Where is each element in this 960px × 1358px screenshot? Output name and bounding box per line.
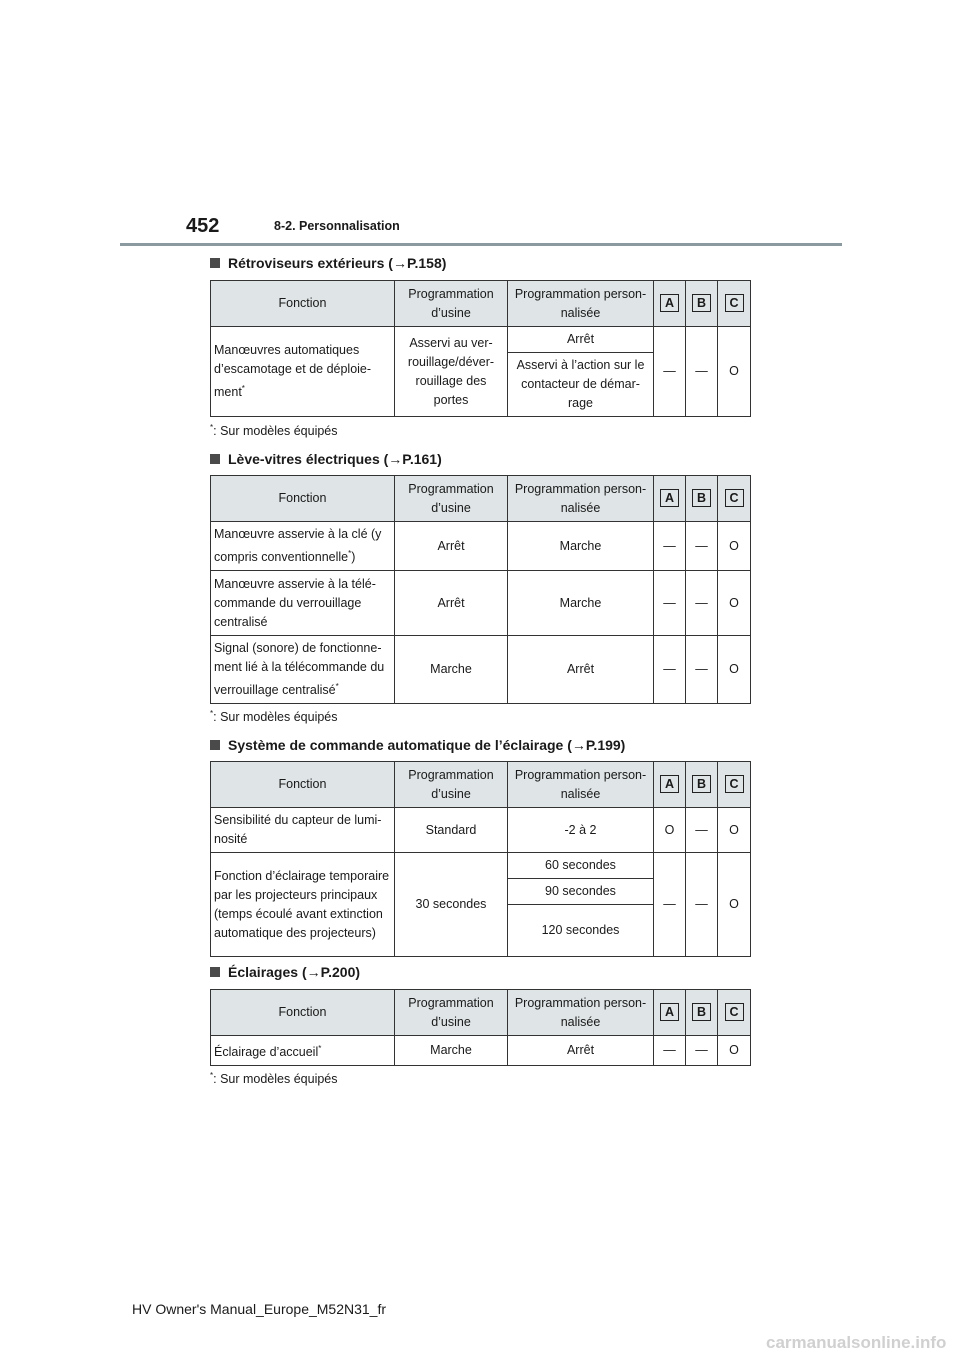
- function-cell: Manœuvres automatiques d’escamotage et de déploiement*: [211, 327, 395, 417]
- square-bullet-icon: [210, 258, 220, 268]
- custom-cell: Asservi à l’action sur le contacteur de démarrage: [508, 353, 654, 417]
- custom-cell: Arrêt: [508, 636, 654, 704]
- header-a: A: [660, 1003, 679, 1021]
- c-cell: O: [718, 1036, 751, 1066]
- factory-cell: Arrêt: [395, 571, 508, 636]
- table-row: [211, 571, 751, 636]
- factory-cell: Standard: [395, 808, 508, 853]
- function-cell: Signal (sonore) de fonctionnement lié à la télécommande du verrouillage centralisé*: [211, 636, 395, 704]
- table-row: [211, 327, 751, 353]
- watermark: carmanualsonline.info: [766, 1333, 947, 1352]
- table-row: [211, 522, 751, 571]
- b-cell: —: [686, 1036, 718, 1066]
- b-cell: —: [686, 853, 718, 957]
- windows-table: [210, 475, 751, 704]
- header-c: C: [725, 294, 744, 312]
- header-b: B: [692, 294, 711, 312]
- custom-cell: 90 secondes: [508, 879, 654, 905]
- table-header: [211, 990, 751, 1036]
- custom-cell: Arrêt: [508, 1036, 654, 1066]
- factory-cell: Marche: [395, 636, 508, 704]
- square-bullet-icon: [210, 740, 220, 750]
- header-c: C: [725, 489, 744, 507]
- table-row: [211, 853, 751, 879]
- b-cell: —: [686, 808, 718, 853]
- b-cell: —: [686, 571, 718, 636]
- c-cell: O: [718, 571, 751, 636]
- function-cell: Éclairage d’accueil*: [211, 1036, 395, 1066]
- header-custom: Programmation personnalisée: [508, 281, 654, 327]
- footnote: *: Sur modèles équipés: [210, 423, 338, 439]
- table-header: [211, 476, 751, 522]
- header-custom: Programmation personnalisée: [508, 990, 654, 1036]
- custom-cell: Marche: [508, 571, 654, 636]
- custom-cell: 60 secondes: [508, 853, 654, 879]
- header-a: A: [660, 775, 679, 793]
- custom-cell: Arrêt: [508, 327, 654, 353]
- section-title-lights: Éclairages (→P.200): [210, 964, 360, 980]
- function-cell: Fonction d’éclairage temporaire par les projecteurs principaux (temps écoulé avant extinction automatique des projecteurs): [211, 853, 395, 957]
- footnote: *: Sur modèles équipés: [210, 1071, 338, 1087]
- a-cell: —: [654, 636, 686, 704]
- factory-cell: 30 secondes: [395, 853, 508, 957]
- table-row: [211, 636, 751, 704]
- header-function: Fonction: [211, 990, 395, 1036]
- b-cell: —: [686, 522, 718, 571]
- header-a: A: [660, 294, 679, 312]
- b-cell: —: [686, 636, 718, 704]
- square-bullet-icon: [210, 454, 220, 464]
- a-cell: —: [654, 1036, 686, 1066]
- section-title-lighting-control: Système de commande automatique de l’éclairage (→P.199): [210, 737, 625, 753]
- header-b: B: [692, 775, 711, 793]
- factory-cell: Marche: [395, 1036, 508, 1066]
- function-cell: Manœuvre asservie à la télécommande du verrouillage centralisé: [211, 571, 395, 636]
- table-row: [211, 1036, 751, 1066]
- section-title-mirrors: Rétroviseurs extérieurs (→P.158): [210, 255, 446, 271]
- square-bullet-icon: [210, 967, 220, 977]
- page-number: 452: [186, 215, 220, 237]
- table-header: [211, 762, 751, 808]
- mirrors-table: [210, 280, 751, 417]
- header-custom: Programmation personnalisée: [508, 762, 654, 808]
- header-b: B: [692, 489, 711, 507]
- c-cell: O: [718, 327, 751, 417]
- header-function: Fonction: [211, 762, 395, 808]
- c-cell: O: [718, 853, 751, 957]
- a-cell: —: [654, 327, 686, 417]
- header-a: A: [660, 489, 679, 507]
- header-factory: Programmation d’usine: [395, 990, 508, 1036]
- c-cell: O: [718, 636, 751, 704]
- header-b: B: [692, 1003, 711, 1021]
- header-function: Fonction: [211, 281, 395, 327]
- chapter-title: 8-2. Personnalisation: [274, 219, 400, 233]
- function-cell: Sensibilité du capteur de luminosité: [211, 808, 395, 853]
- header-factory: Programmation d’usine: [395, 762, 508, 808]
- factory-cell: Arrêt: [395, 522, 508, 571]
- b-cell: —: [686, 327, 718, 417]
- table-row: [211, 808, 751, 853]
- header-function: Fonction: [211, 476, 395, 522]
- a-cell: —: [654, 853, 686, 957]
- custom-cell: Marche: [508, 522, 654, 571]
- a-cell: —: [654, 571, 686, 636]
- lighting-control-table: [210, 761, 751, 957]
- c-cell: O: [718, 522, 751, 571]
- header-c: C: [725, 1003, 744, 1021]
- custom-cell: -2 à 2: [508, 808, 654, 853]
- a-cell: O: [654, 808, 686, 853]
- footnote: *: Sur modèles équipés: [210, 709, 338, 725]
- factory-cell: Asservi au verrouillage/déverrouillage des portes: [395, 327, 508, 417]
- footer-manual-name: HV Owner's Manual_Europe_M52N31_fr: [132, 1301, 387, 1317]
- header-custom: Programmation personnalisée: [508, 476, 654, 522]
- header-factory: Programmation d’usine: [395, 281, 508, 327]
- a-cell: —: [654, 522, 686, 571]
- function-cell: Manœuvre asservie à la clé (y compris conventionnelle*): [211, 522, 395, 571]
- header-divider: [120, 243, 842, 246]
- lights-table: [210, 989, 751, 1066]
- table-header: [211, 281, 751, 327]
- header-c: C: [725, 775, 744, 793]
- custom-cell: 120 secondes: [508, 905, 654, 957]
- section-title-windows: Lève-vitres électriques (→P.161): [210, 451, 442, 467]
- c-cell: O: [718, 808, 751, 853]
- header-factory: Programmation d’usine: [395, 476, 508, 522]
